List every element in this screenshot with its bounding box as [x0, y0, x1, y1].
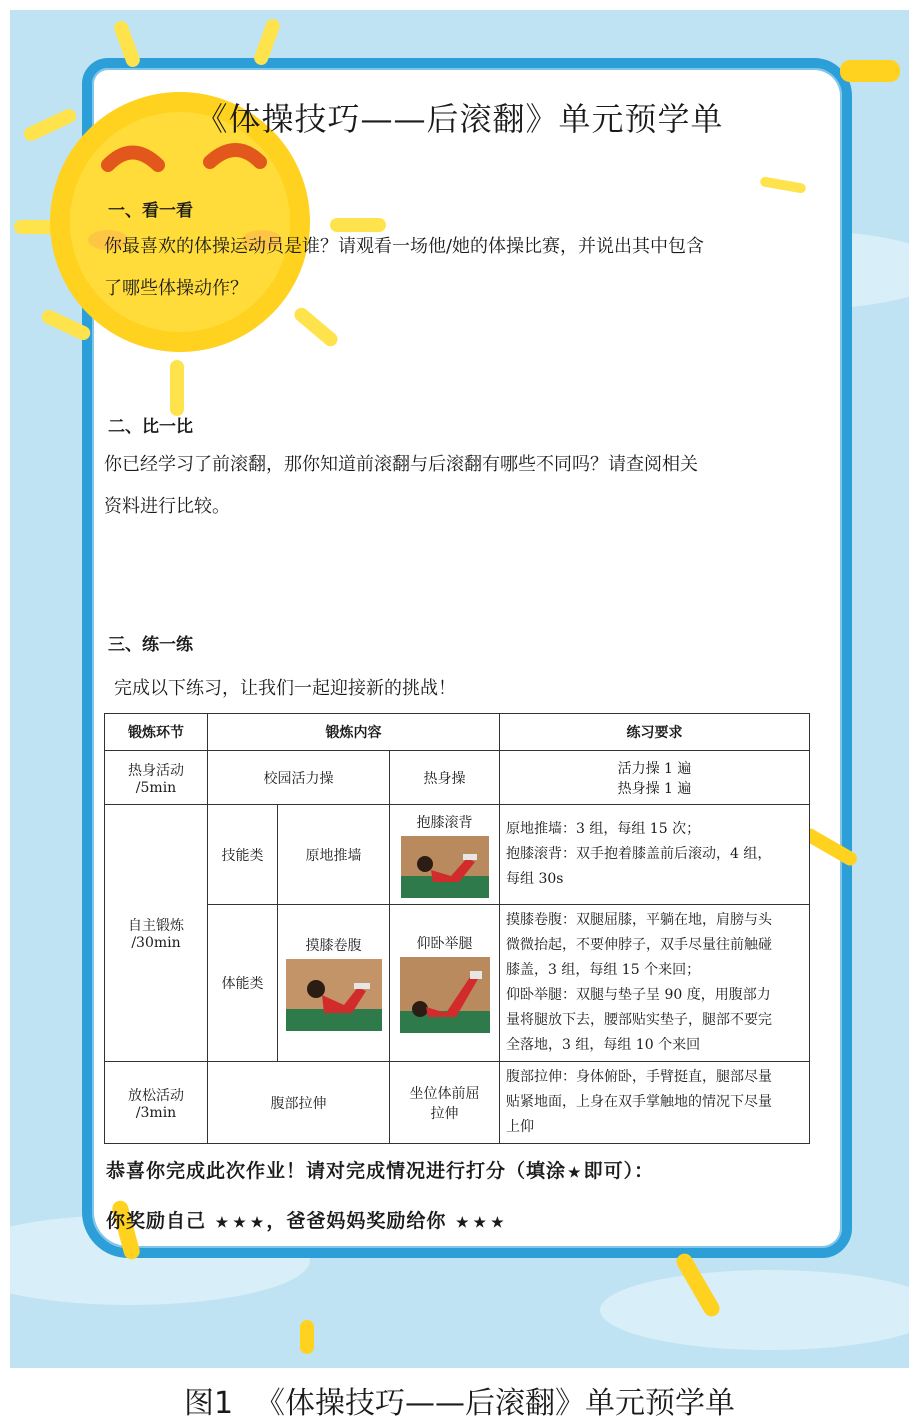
content-cell: 热身操 [390, 751, 500, 805]
requirement-line: 每组 30s [506, 871, 564, 887]
header-content: 锻炼内容 [208, 714, 500, 751]
photo-cell [390, 805, 500, 905]
requirement-line: 腹部拉伸：身体俯卧，手臂挺直，腿部尽量 [506, 1069, 772, 1085]
requirement-line: 摸膝卷腹：双腿屈膝，平躺在地，肩膀与头 [506, 912, 772, 928]
text-line: 你已经学习了前滚翻，那你知道前滚翻与后滚翻有哪些不同吗？请查阅相关 [104, 454, 698, 475]
table-row [105, 751, 810, 805]
stage-cell [105, 805, 208, 1062]
photo-label: 仰卧举腿 [416, 936, 473, 952]
stage-name: 自主锻炼 [128, 918, 184, 934]
stage-duration: /30min [131, 935, 181, 951]
requirement-line: 全落地，3 组，每组 10 个来回 [506, 1037, 701, 1053]
photo-cell [278, 905, 390, 1062]
parent-star-3[interactable]: ★ [491, 1215, 505, 1231]
rating-text: 恭喜你完成此次作业！请对完成情况进行打分（填涂 [106, 1160, 567, 1182]
text-line: 你最喜欢的体操运动员是谁？请观看一场他/她的体操比赛，并说出其中包含 [104, 236, 705, 257]
category-cell: 技能类 [208, 805, 278, 905]
exercise-photo [286, 959, 382, 1031]
rating-stars-line [106, 1206, 507, 1233]
photo-label: 摸膝卷腹 [305, 938, 362, 954]
photo-label: 抱膝滚背 [416, 814, 473, 831]
practice-intro: 完成以下练习，让我们一起迎接新的挑战！ [114, 678, 456, 699]
stage-cell [105, 1062, 208, 1144]
requirement-line: 微微抬起，不要伸脖子，双手尽量往前触碰 [506, 937, 772, 953]
stage-name: 热身活动 [128, 762, 184, 779]
stage-duration: /3min [135, 1104, 177, 1121]
text-line: 了哪些体操动作？ [104, 278, 248, 299]
exercise-photo [400, 957, 490, 1033]
figure-caption-text: 《体操技巧——后滚翻》单元预学单 [255, 1386, 736, 1421]
star-icon: ★ [568, 1165, 582, 1181]
requirement-line: 原地推墙：3 组，每组 15 次； [506, 821, 701, 837]
rating-text-end: 即可）： [583, 1160, 655, 1182]
content-cell: 校园活力操 [208, 751, 390, 805]
requirement-line: 贴紧地面，上身在双手掌触地的情况下尽量 [506, 1094, 772, 1110]
section-text-compare [104, 444, 824, 528]
content-line: 坐位体前屈 [409, 1085, 480, 1102]
category-cell: 体能类 [208, 905, 278, 1062]
requirement-line: 量将腿放下去，腰部贴实垫子，腿部不要完 [506, 1012, 772, 1028]
content-cell: 原地推墙 [278, 805, 390, 905]
rating-instruction [106, 1156, 654, 1183]
figure-number: 图1 [183, 1386, 234, 1421]
requirement-cell [500, 751, 810, 805]
exercise-table [104, 713, 810, 1144]
requirement-line: 热身操 1 遍 [617, 780, 692, 797]
table-row [105, 1062, 810, 1144]
self-star-1[interactable]: ★ [215, 1215, 230, 1231]
parent-reward-label: ，爸爸妈妈奖励给你 [266, 1210, 447, 1232]
stage-cell [105, 751, 208, 805]
requirement-cell [500, 905, 810, 1062]
section-heading-look: 一、看一看 [108, 201, 193, 221]
requirement-cell [500, 805, 810, 905]
requirement-line: 仰卧举腿：双腿与垫子呈 90 度，用腹部力 [506, 987, 771, 1003]
stage-name: 放松活动 [128, 1087, 184, 1104]
requirement-line: 抱膝滚背：双手抱着膝盖前后滚动，4 组， [506, 846, 772, 862]
parent-star-2[interactable]: ★ [473, 1215, 488, 1231]
table-row [105, 805, 810, 905]
section-heading-practice: 三、练一练 [108, 635, 193, 655]
self-star-3[interactable]: ★ [250, 1215, 265, 1231]
requirement-line: 上仰 [506, 1119, 534, 1135]
content-cell: 腹部拉伸 [208, 1062, 390, 1144]
header-requirement: 练习要求 [500, 714, 810, 751]
page-title: 《体操技巧——后滚翻》单元预学单 [195, 100, 724, 138]
requirement-cell [500, 1062, 810, 1144]
content-line: 拉伸 [430, 1105, 459, 1122]
self-star-2[interactable]: ★ [233, 1215, 247, 1231]
content-cell [390, 1062, 500, 1144]
self-reward-label: 你奖励自己 [106, 1210, 207, 1232]
requirement-line: 膝盖，3 组，每组 15 个来回； [506, 962, 701, 978]
table-row [105, 905, 810, 1062]
parent-star-1[interactable]: ★ [455, 1215, 470, 1231]
section-heading-compare: 二、比一比 [108, 417, 193, 437]
figure-caption [0, 1378, 919, 1422]
section-text-look [104, 226, 824, 310]
table-header-row [105, 714, 810, 751]
photo-cell [390, 905, 500, 1062]
requirement-line: 活力操 1 遍 [617, 760, 692, 777]
header-stage: 锻炼环节 [105, 714, 208, 751]
stage-duration: /5min [135, 779, 177, 796]
text-line: 资料进行比较。 [104, 496, 230, 517]
exercise-photo [401, 836, 489, 898]
